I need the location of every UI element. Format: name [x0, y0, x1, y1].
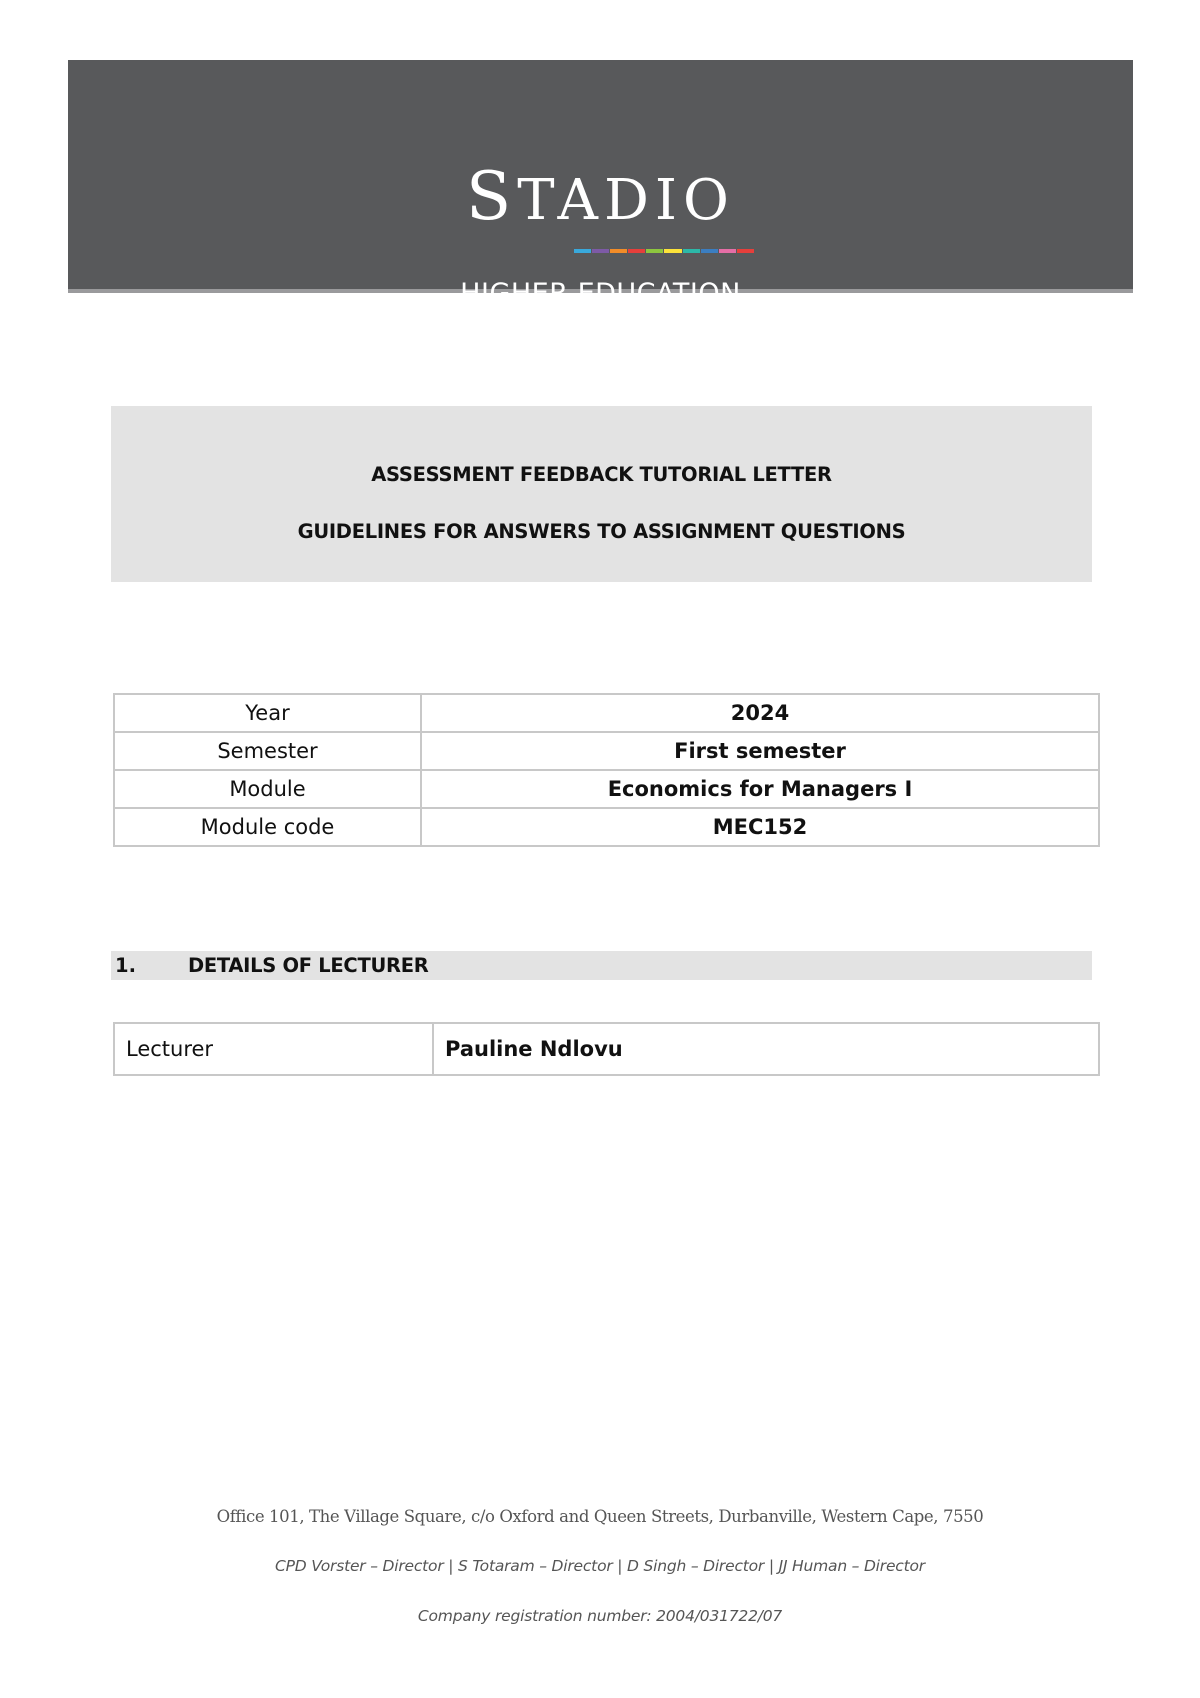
row-value: First semester	[421, 732, 1099, 770]
table-row	[114, 732, 1099, 770]
logo-stripe-segment	[592, 249, 609, 253]
footer-registration: Company registration number: 2004/031722/07	[417, 1607, 783, 1625]
stadio-logo: STADIO	[466, 158, 735, 235]
lecturer-name: Pauline Ndlovu	[433, 1023, 1099, 1075]
header-banner	[68, 60, 1133, 309]
logo-stripe-segment	[737, 249, 754, 253]
section-heading-lecturer	[111, 951, 1092, 980]
logo-subtitle: HIGHER EDUCATION	[460, 278, 741, 309]
footer-address: Office 101, The Village Square, c/o Oxford and Queen Streets, Durbanville, Western Cape, 7550	[216, 1507, 984, 1526]
module-info-table	[113, 693, 1100, 847]
document-subtitle: GUIDELINES FOR ANSWERS TO ASSIGNMENT QUESTIONS	[297, 520, 906, 543]
logo-stripe-segment	[646, 249, 663, 253]
logo-stripe-segment	[701, 249, 718, 253]
row-label: Module code	[114, 808, 421, 846]
lecturer-table	[113, 1022, 1100, 1076]
logo-stripe-segment	[628, 249, 645, 253]
logo-stripe-segment	[574, 249, 591, 253]
row-value: MEC152	[421, 808, 1099, 846]
logo-stripe-segment	[719, 249, 736, 253]
logo-color-stripe	[574, 249, 755, 253]
row-value: 2024	[421, 694, 1099, 732]
table-row	[114, 1023, 1099, 1075]
row-label: Semester	[114, 732, 421, 770]
row-label: Year	[114, 694, 421, 732]
lecturer-label: Lecturer	[114, 1023, 433, 1075]
row-label: Module	[114, 770, 421, 808]
title-box	[111, 406, 1092, 582]
footer-directors: CPD Vorster – Director | S Totaram – Director | D Singh – Director | JJ Human – Director	[275, 1557, 925, 1575]
section-title: DETAILS OF LECTURER	[188, 954, 429, 977]
table-row	[114, 808, 1099, 846]
row-value: Economics for Managers I	[421, 770, 1099, 808]
table-row	[114, 770, 1099, 808]
table-row	[114, 694, 1099, 732]
document-title: ASSESSMENT FEEDBACK TUTORIAL LETTER	[371, 463, 832, 486]
section-number: 1.	[115, 954, 136, 977]
logo-stripe-segment	[664, 249, 681, 253]
logo-stripe-segment	[610, 249, 627, 253]
logo-stripe-segment	[683, 249, 700, 253]
